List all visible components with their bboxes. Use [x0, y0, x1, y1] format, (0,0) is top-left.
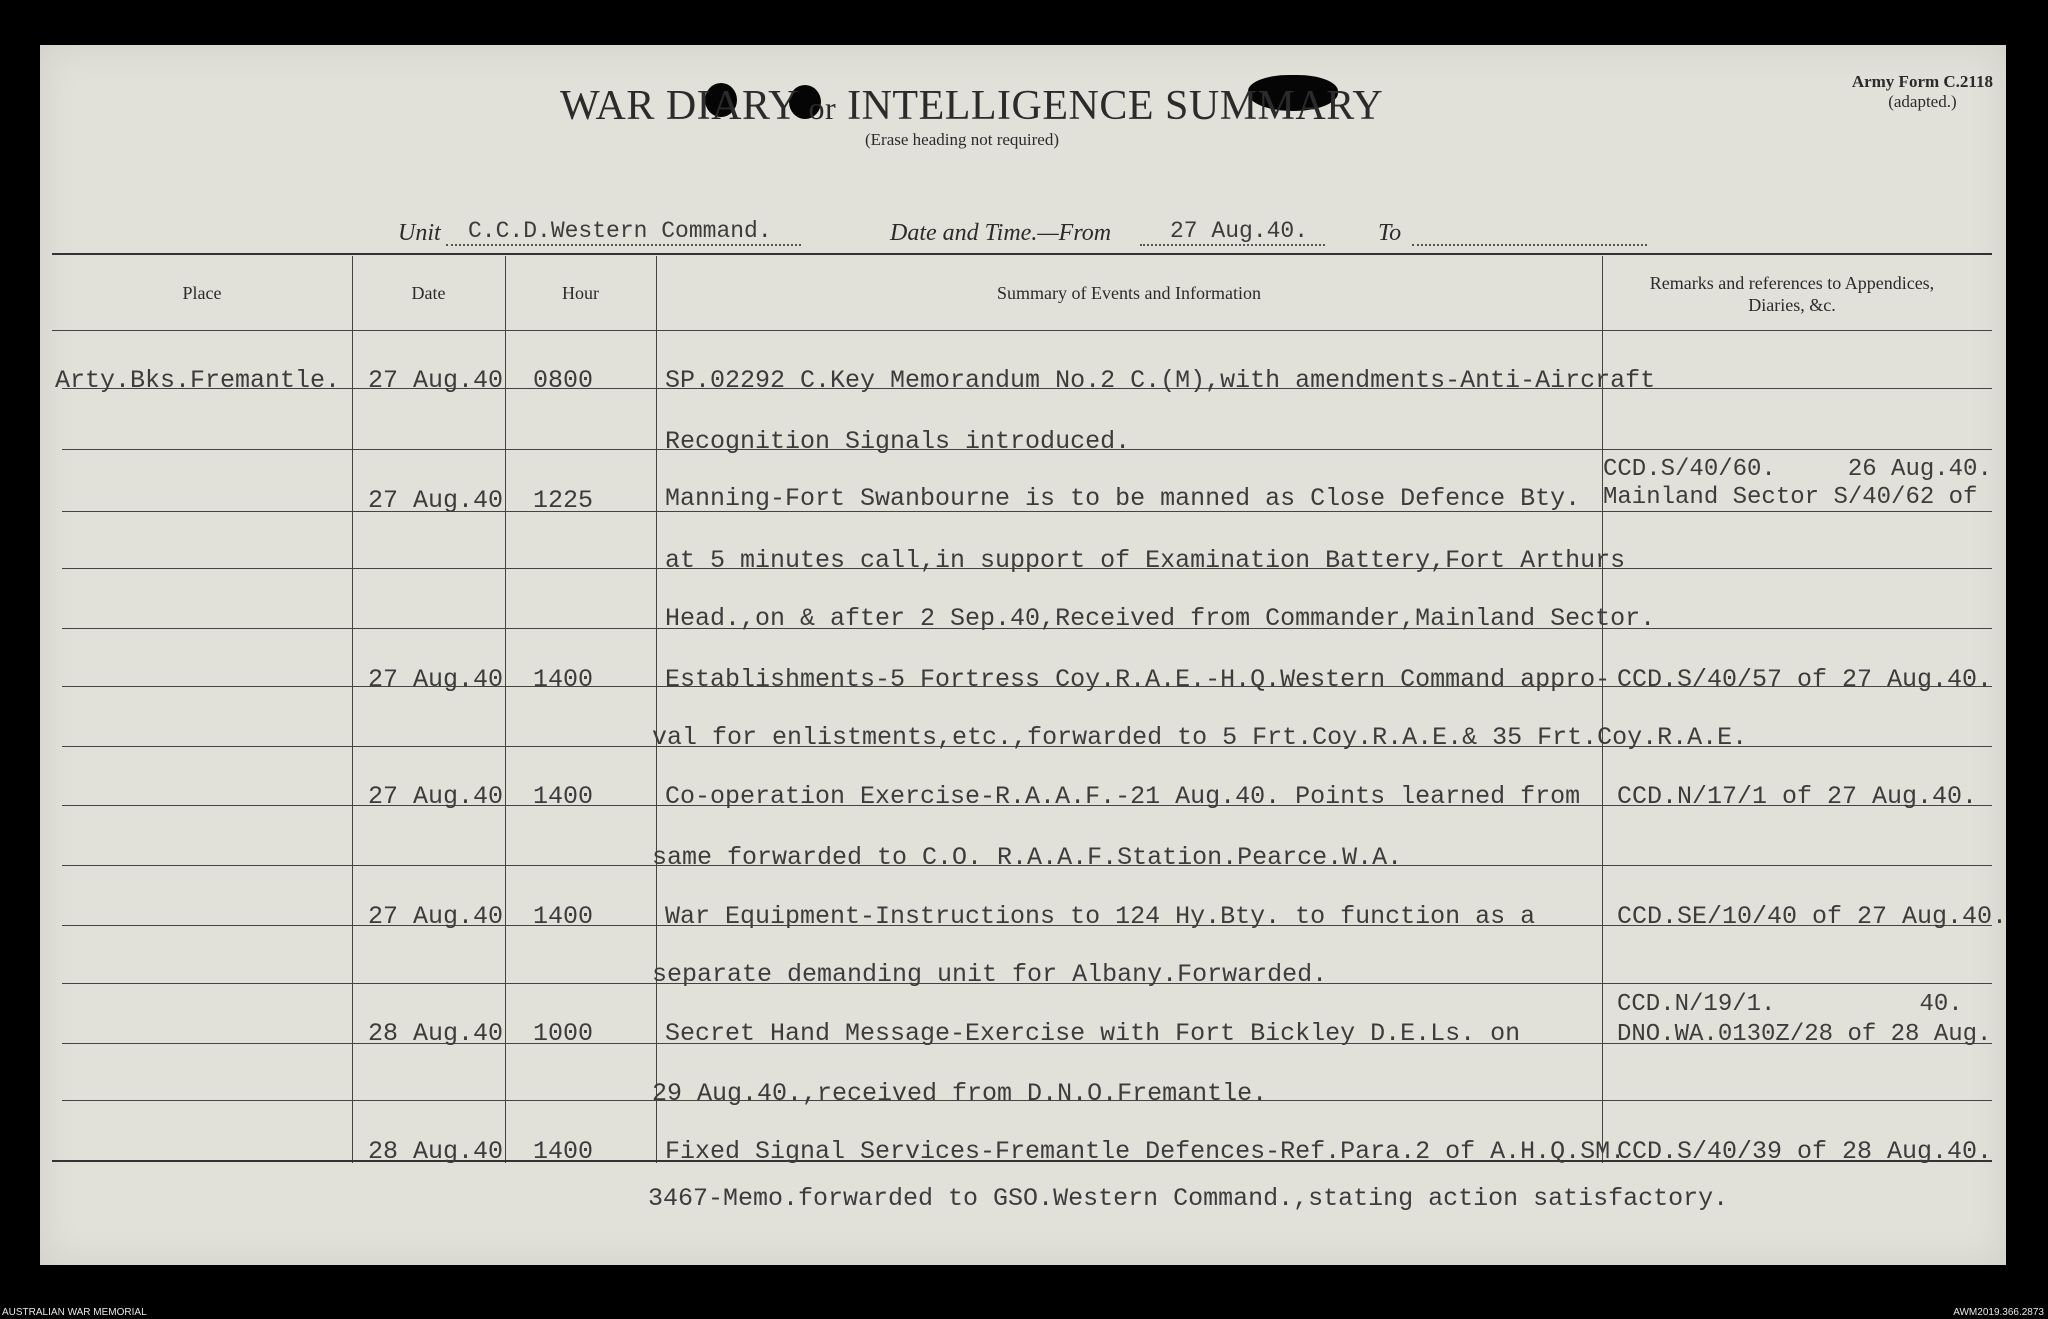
entry-remark: CCD.N/17/1 of 27 Aug.40. [1617, 782, 1978, 811]
header-summary: Summary of Events and Information [997, 283, 1261, 303]
entry-remark: CCD.SE/10/40 of 27 Aug.40. [1617, 902, 2008, 931]
form-title [560, 82, 1383, 130]
entry-summary-line: Recognition Signals introduced. [665, 427, 1131, 456]
header-date: Date [411, 283, 446, 303]
date-time-from-label: Date and Time.—From [890, 220, 1112, 246]
entry-remark: Mainland Sector S/40/62 of [1603, 484, 1978, 511]
entry-summary-line: Head.,on & after 2 Sep.40,Received from Commander,Mainland Sector. [665, 604, 1656, 633]
army-form-note: (adapted.) [1888, 92, 1957, 111]
entry-date: 28 Aug.40 [368, 1019, 504, 1048]
form-subtitle: (Erase heading not required) [865, 130, 1059, 149]
entry-hour: 1400 [533, 665, 594, 694]
unit-label: Unit [398, 220, 441, 246]
title-intelligence-summary: INTELLIGENCE SUMMARY [847, 83, 1384, 129]
header-hour: Hour [562, 283, 599, 303]
entry-summary-line: at 5 minutes call,in support of Examination Battery,Fort Arthurs [665, 546, 1626, 575]
entry-summary-line: val for enlistments,etc.,forwarded to 5 Frt.Coy.R.A.E.& 35 Frt.Coy.R.A.E. [652, 723, 1748, 752]
entry-summary-line: War Equipment-Instructions to 124 Hy.Bty. to function as a [665, 902, 1536, 931]
entry-summary-line: Establishments-5 Fortress Coy.R.A.E.-H.Q.Western Command appro- [665, 665, 1611, 694]
army-form-label [1852, 72, 1993, 112]
entry-hour: 1400 [533, 782, 594, 811]
entry-summary-line: separate demanding unit for Albany.Forwarded. [652, 960, 1328, 989]
header-place: Place [182, 283, 222, 303]
army-form-number: Army Form C.2118 [1851, 72, 1993, 91]
entry-summary-line: 3467-Memo.forwarded to GSO.Western Command.,stating action satisfactory. [648, 1184, 1729, 1213]
entry-remark: DNO.WA.0130Z/28 of 28 Aug. [1617, 1021, 1992, 1048]
footer-accession-number: AWM2019.366.2873 [1953, 1307, 2044, 1318]
title-or: or [808, 90, 837, 126]
to-label: To [1378, 220, 1402, 246]
entry-summary-line: Secret Hand Message-Exercise with Fort Bickley D.E.Ls. on [665, 1019, 1521, 1048]
entry-date: 27 Aug.40 [368, 486, 504, 515]
unit-value: C.C.D.Western Command. [468, 218, 772, 244]
entry-summary-line: SP.02292 C.Key Memorandum No.2 C.(M),with amendments-Anti-Aircraft [665, 366, 1656, 395]
entry-date: 27 Aug.40 [368, 665, 504, 694]
entry-date: 27 Aug.40 [368, 782, 504, 811]
entry-date: 28 Aug.40 [368, 1137, 504, 1166]
entry-remark: CCD.S/40/57 of 27 Aug.40. [1617, 665, 1993, 694]
title-war-diary: WAR DIARY [560, 83, 798, 129]
entry-summary-line: 29 Aug.40.,received from D.N.O.Fremantle. [652, 1079, 1268, 1108]
entry-remark: CCD.N/19/1. 40. [1617, 991, 1963, 1018]
entry-summary-line: Manning-Fort Swanbourne is to be manned as Close Defence Bty. [665, 484, 1581, 513]
footer-archive-name: AUSTRALIAN WAR MEMORIAL [2, 1307, 147, 1318]
entry-summary-line: Co-operation Exercise-R.A.A.F.-21 Aug.40. Points learned from [665, 782, 1581, 811]
from-date-value: 27 Aug.40. [1170, 218, 1309, 244]
entry-remark: CCD.S/40/60. 26 Aug.40. [1603, 456, 1992, 483]
header-remarks: Remarks and references to Appendices, Diaries, &c. [1649, 273, 1935, 315]
entry-place: Arty.Bks.Fremantle. [55, 366, 341, 395]
entry-date: 27 Aug.40 [368, 902, 504, 931]
entry-hour: 1400 [533, 902, 594, 931]
entry-hour: 1225 [533, 486, 594, 515]
entry-hour: 1000 [533, 1019, 594, 1048]
entry-summary-line: Fixed Signal Services-Fremantle Defences-Ref.Para.2 of A.H.Q.SM. [665, 1137, 1626, 1166]
entry-hour: 1400 [533, 1137, 594, 1166]
entry-remark: CCD.S/40/39 of 28 Aug.40. [1617, 1137, 1993, 1166]
entry-date: 27 Aug.40 [368, 366, 504, 395]
entry-summary-line: same forwarded to C.O. R.A.A.F.Station.Pearce.W.A. [652, 843, 1403, 872]
entry-hour: 0800 [533, 366, 594, 395]
